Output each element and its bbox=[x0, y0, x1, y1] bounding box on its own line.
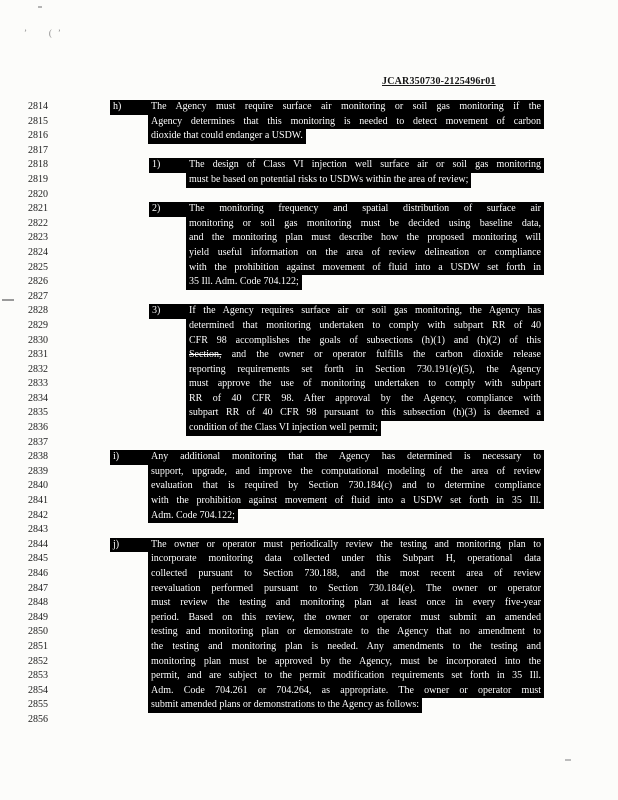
line-number: 2847 bbox=[28, 582, 48, 594]
document-line bbox=[0, 319, 618, 334]
clause-label: h) bbox=[110, 100, 148, 115]
line-text: Agency determines that this monitoring is needed to detect movement of carbon bbox=[148, 115, 544, 130]
line-text: period. Based on this review, the owner or operator must submit an amended bbox=[148, 611, 544, 626]
document-line bbox=[0, 596, 618, 611]
line-number: 2820 bbox=[28, 188, 48, 200]
line-text: The monitoring frequency and spatial distribution of surface air bbox=[186, 202, 544, 217]
line-text: Any additional monitoring that the Agency has determined is necessary to bbox=[148, 450, 544, 465]
line-number: 2828 bbox=[28, 305, 48, 317]
document-line bbox=[0, 392, 618, 407]
line-number: 2848 bbox=[28, 597, 48, 609]
line-text: must be based on potential risks to USDWs within the area of review; bbox=[186, 173, 471, 188]
line-number: 2843 bbox=[28, 524, 48, 536]
scan-artifact bbox=[565, 759, 571, 761]
document-line bbox=[0, 538, 618, 553]
line-text: 35 Ill. Adm. Code 704.122; bbox=[186, 275, 302, 290]
line-text: reporting requirements set forth in Section 730.191(e)(5), the Agency bbox=[186, 363, 544, 378]
document-line bbox=[0, 698, 618, 713]
line-number: 2842 bbox=[28, 509, 48, 521]
line-number: 2852 bbox=[28, 655, 48, 667]
line-number: 2824 bbox=[28, 246, 48, 258]
scan-artifact bbox=[2, 299, 14, 301]
line-number: 2817 bbox=[28, 144, 48, 156]
document-lines bbox=[0, 100, 618, 728]
document-line bbox=[0, 450, 618, 465]
line-text: with the prohibition against movement of fluid into a USDW set forth in bbox=[186, 261, 544, 276]
line-text: subpart RR of 40 CFR 98 pursuant to this subsection (h)(3) is deemed a bbox=[186, 406, 544, 421]
document-line bbox=[0, 115, 618, 130]
document-line bbox=[0, 261, 618, 276]
document-line bbox=[0, 173, 618, 188]
document-line bbox=[0, 523, 618, 538]
document-id: JCAR350730-2125496r01 bbox=[382, 76, 496, 87]
document-line bbox=[0, 246, 618, 261]
scan-artifact-marks: ’ (’ bbox=[24, 28, 67, 38]
line-text: must approve the use of monitoring undertaken to comply with subpart bbox=[186, 377, 544, 392]
line-text: RR of 40 CFR 98. After approval by the Agency, compliance with bbox=[186, 392, 544, 407]
line-number: 2833 bbox=[28, 378, 48, 390]
line-number: 2822 bbox=[28, 217, 48, 229]
document-line bbox=[0, 406, 618, 421]
document-line bbox=[0, 290, 618, 305]
line-number: 2823 bbox=[28, 232, 48, 244]
line-number: 2840 bbox=[28, 480, 48, 492]
clause-label: 2) bbox=[149, 202, 186, 217]
document-line bbox=[0, 509, 618, 524]
line-number: 2841 bbox=[28, 495, 48, 507]
document-line bbox=[0, 479, 618, 494]
line-number: 2855 bbox=[28, 699, 48, 711]
line-text: evaluation that is required by Section 730.184(c) and to determine compliance bbox=[148, 479, 544, 494]
line-number: 2845 bbox=[28, 553, 48, 565]
line-number: 2825 bbox=[28, 261, 48, 273]
document-line bbox=[0, 552, 618, 567]
line-number: 2832 bbox=[28, 363, 48, 375]
document-line bbox=[0, 202, 618, 217]
line-number: 2831 bbox=[28, 349, 48, 361]
line-text: must review the testing and monitoring plan at least once in every five-year bbox=[148, 596, 544, 611]
clause-label: j) bbox=[110, 538, 148, 553]
line-number: 2837 bbox=[28, 436, 48, 448]
line-number: 2826 bbox=[28, 276, 48, 288]
document-line bbox=[0, 611, 618, 626]
line-text: condition of the Class VI injection well permit; bbox=[186, 421, 381, 436]
document-line bbox=[0, 304, 618, 319]
line-number: 2846 bbox=[28, 568, 48, 579]
document-line bbox=[0, 231, 618, 246]
document-line bbox=[0, 275, 618, 290]
line-number: 2844 bbox=[28, 538, 48, 550]
document-line bbox=[0, 334, 618, 349]
document-line bbox=[0, 669, 618, 684]
line-number: 2821 bbox=[28, 203, 48, 215]
line-text: incorporate monitoring data collected under this Subpart H, operational data bbox=[148, 552, 544, 567]
line-text: submit amended plans or demonstrations to the Agency as follows: bbox=[148, 698, 422, 713]
scan-artifact bbox=[38, 6, 42, 8]
document-line bbox=[0, 567, 618, 582]
line-text: If the Agency requires surface air or soil gas monitoring, the Agency has bbox=[186, 304, 544, 319]
line-number: 2815 bbox=[28, 115, 48, 127]
document-line bbox=[0, 363, 618, 378]
line-text: dioxide that could endanger a USDW. bbox=[148, 129, 306, 144]
line-text: monitoring plan must be approved by the Agency, must be incorporated into the bbox=[148, 655, 544, 670]
document-line bbox=[0, 713, 618, 728]
line-number: 2853 bbox=[28, 670, 48, 682]
line-number: 2829 bbox=[28, 319, 48, 331]
line-text: determined that monitoring undertaken to comply with subpart RR of 40 bbox=[186, 319, 544, 334]
line-text: with the prohibition against movement of fluid into a USDW set forth in 35 Ill. bbox=[148, 494, 544, 509]
line-number: 2836 bbox=[28, 422, 48, 434]
clause-label: i) bbox=[110, 450, 148, 465]
document-line bbox=[0, 625, 618, 640]
line-number: 2854 bbox=[28, 684, 48, 696]
document-line bbox=[0, 348, 618, 363]
line-text: monitoring or soil gas monitoring must be decided using baseline data, bbox=[186, 217, 544, 232]
line-text: CFR 98 accomplishes the goals of subsections (h)(1) and (h)(2) of this bbox=[186, 334, 544, 349]
document-line bbox=[0, 582, 618, 597]
document-line bbox=[0, 465, 618, 480]
line-text: permit, and are subject to the permit modification requirements set forth in 35 Ill. bbox=[148, 669, 544, 684]
line-number: 2830 bbox=[28, 334, 48, 346]
document-line bbox=[0, 655, 618, 670]
document-line bbox=[0, 188, 618, 203]
document-line bbox=[0, 436, 618, 451]
line-text: Adm. Code 704.261 or 704.264, as appropriate. The owner or operator must bbox=[148, 684, 544, 699]
line-text: support, upgrade, and improve the computational modeling of the area of review bbox=[148, 465, 544, 480]
line-number: 2849 bbox=[28, 611, 48, 623]
line-number: 2818 bbox=[28, 159, 48, 171]
document-line bbox=[0, 144, 618, 159]
document-line bbox=[0, 421, 618, 436]
line-number: 2856 bbox=[28, 713, 48, 725]
line-text: testing and monitoring plan or demonstrate to the Agency that no amendment to bbox=[148, 625, 544, 640]
document-line bbox=[0, 129, 618, 144]
line-text: and the monitoring plan must describe how the proposed monitoring will bbox=[186, 231, 544, 246]
line-number: 2838 bbox=[28, 451, 48, 463]
document-line bbox=[0, 100, 618, 115]
line-text: The Agency must require surface air monitoring or soil gas monitoring if the bbox=[148, 100, 544, 115]
line-text: Section, and the owner or operator fulfills the carbon dioxide release bbox=[186, 348, 544, 363]
line-text: the testing and monitoring plan is needed. Any amendments to the testing and bbox=[148, 640, 544, 655]
document-line bbox=[0, 377, 618, 392]
document-line bbox=[0, 217, 618, 232]
line-number: 2851 bbox=[28, 640, 48, 652]
line-text: Adm. Code 704.122; bbox=[148, 509, 238, 524]
line-number: 2850 bbox=[28, 626, 48, 638]
document-line bbox=[0, 158, 618, 173]
line-number: 2816 bbox=[28, 130, 48, 142]
clause-label: 1) bbox=[149, 158, 186, 173]
document-line bbox=[0, 494, 618, 509]
line-text: reevaluation performed pursuant to Section 730.184(e). The owner or operator bbox=[148, 582, 544, 597]
document-line bbox=[0, 640, 618, 655]
line-number: 2827 bbox=[28, 290, 48, 302]
line-number: 2839 bbox=[28, 465, 48, 477]
line-number: 2819 bbox=[28, 173, 48, 185]
line-number: 2835 bbox=[28, 407, 48, 419]
line-text: The design of Class VI injection well surface air or soil gas monitoring bbox=[186, 158, 544, 173]
clause-label: 3) bbox=[149, 304, 186, 319]
line-text: collected pursuant to Section 730.188, and the most recent area of review bbox=[148, 567, 544, 582]
line-number: 2814 bbox=[28, 101, 48, 112]
document-line bbox=[0, 684, 618, 699]
line-text: yield useful information on the area of review delineation or compliance bbox=[186, 246, 544, 261]
line-text: The owner or operator must periodically review the testing and monitoring plan to bbox=[148, 538, 544, 553]
line-number: 2834 bbox=[28, 392, 48, 404]
